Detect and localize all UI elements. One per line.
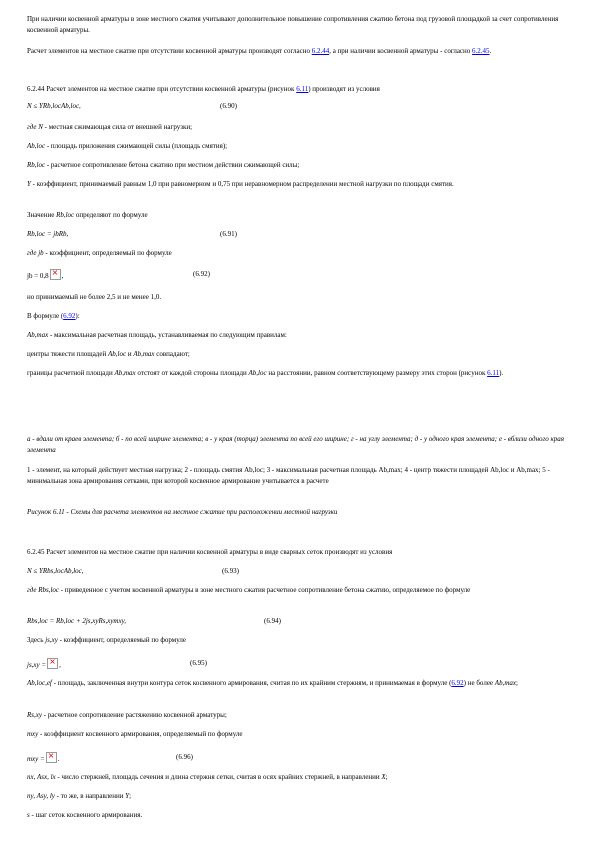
formula-number-6-95: (6.95): [190, 659, 207, 667]
link-figure-6-11[interactable]: 6.11: [296, 85, 309, 93]
link-formula-6-92[interactable]: 6.92: [63, 312, 76, 320]
link-figure-6-11-2[interactable]: 6.11: [487, 369, 500, 377]
def-Rb-loc: Rb,loc - расчетное сопротивление бетона сжатию при местном действии сжимающей силы;: [27, 161, 300, 169]
def-Ab-loc: Ab,loc - площадь приложения сжимающей силы (площадь смятия);: [27, 142, 228, 150]
formula-number-6-94: (6.94): [264, 617, 281, 625]
def-nx: nx, Asx, lx - число стержней, площадь сечения и длина стержня сетки, считая в осях крайних стержней, в направлении X;: [27, 773, 388, 781]
figure-legend-positions: а - вдали от краев элемента; б - по всей ширине элемента; в - у края (торца) элемента по всей его ширине; г - на углу элемента; д - у одного края элемента; е - вблизи одного края элемента: [27, 435, 565, 454]
def-ny: ny, Asy, ly - то же, в направлении Y;: [27, 792, 132, 800]
section-6-2-44: 6.2.44 Расчет элементов на местное сжатие при отсутствии косвенной арматуры (рисунок 6.11) производят из условия: [27, 85, 380, 93]
link-6-2-45[interactable]: 6.2.45: [472, 47, 490, 55]
link-6-2-44[interactable]: 6.2.44: [311, 47, 330, 55]
formula-6-93: N ≤ YRbs,locAb,loc,: [27, 567, 84, 575]
formula-6-92: jb = 0,8× ,: [27, 269, 63, 282]
def-js-xy: Здесь js,xy - коэффициент, определяемый по формуле: [27, 636, 186, 644]
def-Y: Y - коэффициент, принимаемый равным 1,0 при равномерном и 0,75 при неравномерном распределении местной нагрузки по площади смятия.: [27, 180, 454, 188]
paragraph-centers: центры тяжести площадей Ab,loc и Ab,max совпадают;: [27, 350, 190, 358]
figure-legend-items: 1 - элемент, на который действует местная нагрузка; 2 - площадь смятия Ab,loc; 3 - максимальная расчетная площадь Ab,max; 4 - центр тяжести площадей Ab,loc и Ab,max; 5 - минимальная зона армирования сетками, при которой косвенное армирование учитывается в расчете: [27, 466, 550, 485]
def-Ab-max: Ab,max - максимальная расчетная площадь, устанавливаемая по следующим правилам:: [27, 331, 287, 339]
def-Ab-loc-ef: Ab,loc,ef - площадь, заключенная внутри контура сеток косвенного армирования, считая по их крайним стержням, и принимаемая в формуле (6.92) не более Ab,max;: [27, 679, 518, 687]
def-Rs-xy: Rs,xy - расчетное сопротивление растяжению косвенной арматуры;: [27, 711, 227, 719]
paragraph-in-formula: В формуле (6.92):: [27, 312, 80, 320]
figure-caption: Рисунок 6.11 - Схемы для расчета элементов на местное сжатие при расположении местной нагрузки: [27, 508, 338, 516]
formula-number-6-93: (6.93): [222, 567, 239, 575]
formula-number-6-92: (6.92): [193, 270, 210, 278]
paragraph-indirect-reinforcement: При наличии косвенной арматуры в зоне местного сжатия учитывают дополнительное повышение сопротивления сжатию бетона под грузовой площадкой за счет сопротивления косвенной арматуры.: [27, 15, 559, 34]
formula-6-91: Rb,loc = jbRb,: [27, 230, 69, 238]
def-N: где N - местная сжимающая сила от внешней нагрузки;: [27, 123, 193, 131]
formula-6-96: mxy =× .: [27, 752, 60, 765]
link-formula-6-92-2[interactable]: 6.92: [451, 679, 464, 687]
paragraph-rb-loc-value: Значение Rb,loc определяют по формуле: [27, 211, 148, 219]
def-Rbs-loc: где Rbs,loc - приведенное с учетом косвенной арматуры в зоне местного сжатия расчетное сопротивление бетона сжатию, определяемое по формуле: [27, 586, 471, 594]
def-s: s - шаг сеток косвенного армирования.: [27, 811, 143, 819]
paragraph-limits: но принимаемый не более 2,5 и не менее 1,0.: [27, 293, 162, 301]
paragraph-boundaries: границы расчетной площади Ab,max отстоят от каждой стороны площади Ab,loc на расстоянии, равном соответствующему размеру этих сторон (рисунок 6.11).: [27, 369, 504, 377]
formula-number-6-96: (6.96): [176, 753, 193, 761]
formula-6-90: N ≤ YRb,locAb,loc,: [27, 102, 81, 110]
formula-number-6-90: (6.90): [220, 102, 237, 110]
def-jb: где jb - коэффициент, определяемый по формуле: [27, 249, 172, 257]
formula-number-6-91: (6.91): [220, 230, 237, 238]
formula-6-94: Rbs,loc = Rb,loc + 2js,xyRs,xymxy,: [27, 617, 127, 625]
paragraph-calc-reference: Расчет элементов на местное сжатие при отсутствии косвенной арматуры производят согласно 6.2.44, а при наличии косвенной арматуры - согласно 6.2.45.: [27, 47, 492, 55]
broken-image-icon: [47, 658, 58, 669]
formula-6-95: js,xy =× ,: [27, 658, 61, 671]
def-mu-xy: mxy - коэффициент косвенного армирования, определяемый по формуле: [27, 730, 243, 738]
section-6-2-45: 6.2.45 Расчет элементов на местное сжатие при наличии косвенной арматуры в виде сварных сеток производят из условия: [27, 548, 393, 556]
broken-image-icon: [50, 269, 61, 280]
broken-image-icon: [46, 752, 57, 763]
